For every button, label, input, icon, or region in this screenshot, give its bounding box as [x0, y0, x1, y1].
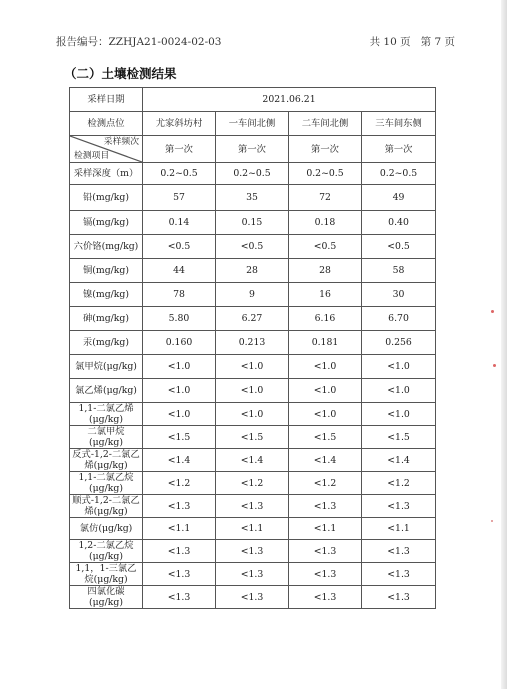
result-value: <1.0	[289, 355, 362, 379]
site-name: 一车间北侧	[216, 112, 289, 136]
result-value: <1.5	[216, 426, 289, 449]
page-counter	[370, 34, 455, 49]
result-value: <1.3	[216, 495, 289, 518]
frequency-value: 第一次	[143, 136, 216, 163]
result-value: 35	[216, 185, 289, 211]
test-item: 采样深度（m）	[70, 163, 143, 185]
result-value: <1.2	[362, 472, 436, 495]
result-value: <1.3	[362, 586, 436, 609]
test-item: 顺式-1,2-二氯乙烯(μg/kg)	[70, 495, 143, 518]
table-row	[70, 586, 436, 609]
frequency-value: 第一次	[216, 136, 289, 163]
diagonal-header-cell	[70, 136, 143, 163]
site-name: 尤家斜坊村	[143, 112, 216, 136]
result-value: 9	[216, 283, 289, 307]
result-value: <1.2	[289, 472, 362, 495]
result-value: 57	[143, 185, 216, 211]
result-value: 0.2~0.5	[362, 163, 436, 185]
result-value: <1.0	[362, 379, 436, 403]
result-value: <0.5	[143, 235, 216, 259]
result-value: <1.3	[362, 495, 436, 518]
result-value: 6.27	[216, 307, 289, 331]
result-value: <1.0	[362, 355, 436, 379]
test-item: 二氯甲烷(μg/kg)	[70, 426, 143, 449]
result-value: <1.3	[143, 586, 216, 609]
table-row	[70, 259, 436, 283]
result-value: <1.0	[216, 355, 289, 379]
result-value: 0.213	[216, 331, 289, 355]
result-value: 0.256	[362, 331, 436, 355]
table-row	[70, 379, 436, 403]
table-row	[70, 283, 436, 307]
test-item: 六价铬(mg/kg)	[70, 235, 143, 259]
table-row	[70, 307, 436, 331]
result-value: <0.5	[216, 235, 289, 259]
test-item: 镍(mg/kg)	[70, 283, 143, 307]
table-row	[70, 185, 436, 211]
table-row	[70, 449, 436, 472]
result-value: <1.1	[289, 518, 362, 540]
result-value: 72	[289, 185, 362, 211]
item-label: 检测项目	[74, 151, 110, 161]
result-value: 0.18	[289, 211, 362, 235]
table-row	[70, 331, 436, 355]
result-value: 28	[216, 259, 289, 283]
test-item: 氯仿(μg/kg)	[70, 518, 143, 540]
table-row	[70, 426, 436, 449]
result-value: <0.5	[289, 235, 362, 259]
result-value: <1.3	[143, 495, 216, 518]
result-value: <1.0	[143, 403, 216, 426]
result-value: 44	[143, 259, 216, 283]
result-value: 6.70	[362, 307, 436, 331]
result-value: 0.15	[216, 211, 289, 235]
section-title: （二）土壤检测结果	[64, 66, 177, 81]
result-value: <1.4	[289, 449, 362, 472]
frequency-label: 采样频次	[103, 137, 139, 147]
sampling-date-label: 采样日期	[70, 88, 143, 112]
result-value: 0.2~0.5	[289, 163, 362, 185]
table-row	[70, 403, 436, 426]
result-value: 0.2~0.5	[143, 163, 216, 185]
result-value: <1.3	[289, 495, 362, 518]
result-value: <1.3	[143, 563, 216, 586]
result-value: <1.0	[216, 403, 289, 426]
result-value: 6.16	[289, 307, 362, 331]
date-row	[70, 88, 436, 112]
result-value: <1.0	[289, 379, 362, 403]
stain-mark	[491, 520, 493, 522]
result-value: <1.1	[362, 518, 436, 540]
table-row	[70, 355, 436, 379]
result-value: <1.0	[143, 355, 216, 379]
result-value: 0.2~0.5	[216, 163, 289, 185]
table-row	[70, 540, 436, 563]
result-value: 30	[362, 283, 436, 307]
result-value: <1.1	[143, 518, 216, 540]
result-value: <1.1	[216, 518, 289, 540]
test-item: 氯乙烯(μg/kg)	[70, 379, 143, 403]
result-value: <1.0	[143, 379, 216, 403]
result-value: <1.0	[216, 379, 289, 403]
test-item: 氯甲烷(μg/kg)	[70, 355, 143, 379]
result-value: <1.3	[289, 540, 362, 563]
table-row	[70, 235, 436, 259]
test-item: 砷(mg/kg)	[70, 307, 143, 331]
result-value: 49	[362, 185, 436, 211]
result-value: 0.14	[143, 211, 216, 235]
soil-results-table	[69, 87, 436, 609]
site-name: 二车间北侧	[289, 112, 362, 136]
result-value: <1.4	[216, 449, 289, 472]
table-row	[70, 472, 436, 495]
table-row	[70, 563, 436, 586]
result-value: <1.3	[216, 586, 289, 609]
page-edge-shadow	[501, 0, 507, 689]
result-value: <1.3	[216, 563, 289, 586]
test-item: 反式-1,2-二氯乙烯(μg/kg)	[70, 449, 143, 472]
result-value: 0.181	[289, 331, 362, 355]
result-value: <1.3	[143, 540, 216, 563]
frequency-row	[70, 136, 436, 163]
result-value: <1.5	[289, 426, 362, 449]
result-value: <1.3	[289, 586, 362, 609]
test-item: 四氯化碳(μg/kg)	[70, 586, 143, 609]
result-value: <1.0	[289, 403, 362, 426]
result-value: 58	[362, 259, 436, 283]
test-item: 铜(mg/kg)	[70, 259, 143, 283]
stain-mark	[493, 364, 496, 367]
result-value: 28	[289, 259, 362, 283]
result-value: <1.2	[143, 472, 216, 495]
table-row	[70, 163, 436, 185]
site-row	[70, 112, 436, 136]
result-value: <1.2	[216, 472, 289, 495]
test-item: 镉(mg/kg)	[70, 211, 143, 235]
site-name: 三车间东侧	[362, 112, 436, 136]
current-page: 第 7 页	[420, 36, 455, 48]
result-value: 0.40	[362, 211, 436, 235]
table-row	[70, 211, 436, 235]
result-value: 78	[143, 283, 216, 307]
result-value: <1.0	[362, 403, 436, 426]
result-value: <1.4	[143, 449, 216, 472]
result-value: <1.4	[362, 449, 436, 472]
sampling-date-value: 2021.06.21	[143, 88, 436, 112]
result-value: 5.80	[143, 307, 216, 331]
result-value: <1.3	[362, 540, 436, 563]
result-value: <1.3	[362, 563, 436, 586]
result-value: <1.3	[216, 540, 289, 563]
result-value: 0.160	[143, 331, 216, 355]
result-value: <1.5	[143, 426, 216, 449]
result-value: <1.3	[289, 563, 362, 586]
result-value: <0.5	[362, 235, 436, 259]
test-item: 铅(mg/kg)	[70, 185, 143, 211]
result-value: <1.5	[362, 426, 436, 449]
test-item: 1,1-二氯乙烯(μg/kg)	[70, 403, 143, 426]
frequency-value: 第一次	[289, 136, 362, 163]
report-number: 报告编号：ZZHJA21-0024-02-03	[56, 36, 222, 48]
test-item: 汞(mg/kg)	[70, 331, 143, 355]
test-item: 1,2-二氯乙烷(μg/kg)	[70, 540, 143, 563]
result-value: 16	[289, 283, 362, 307]
test-item: 1,1，1-三氯乙烷(μg/kg)	[70, 563, 143, 586]
frequency-value: 第一次	[362, 136, 436, 163]
total-pages: 共 10 页	[369, 36, 411, 48]
stain-mark	[491, 310, 494, 313]
test-item: 1,1-二氯乙烷(μg/kg)	[70, 472, 143, 495]
table-row	[70, 495, 436, 518]
table-row	[70, 518, 436, 540]
site-label: 检测点位	[70, 112, 143, 136]
